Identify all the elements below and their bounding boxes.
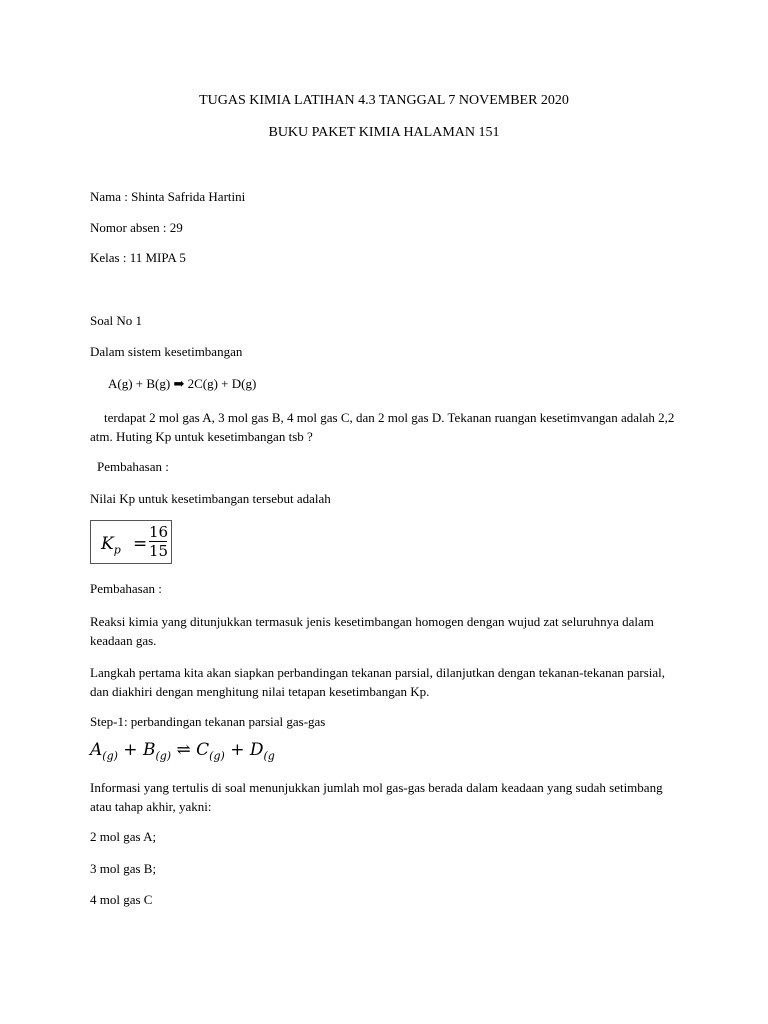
kp-fraction [149, 523, 167, 560]
solution-paragraph-2: Langkah pertama kita akan siapkan perbandingan tekanan parsial, dilanjutkan dengan tekanan-tekanan parsial, dan diakhiri dengan menghitung nilai tetapan kesetimbangan Kp. [90, 665, 666, 699]
list-item: 4 mol gas C [90, 892, 153, 907]
list-item: 3 mol gas B; [90, 861, 157, 876]
document-subtitle: BUKU PAKET KIMIA HALAMAN 151 [268, 125, 500, 140]
list-item: 2 mol gas A; [90, 829, 157, 844]
problem-reaction: A(g) + B(g) ➡ 2C(g) + D(g) [108, 376, 257, 391]
kp-denominator: 15 [149, 542, 169, 560]
problem-heading: Soal No 1 [90, 313, 142, 328]
kp-intro: Nilai Kp untuk kesetimbangan tersebut adalah [90, 491, 331, 506]
kp-formula-box [90, 520, 172, 564]
student-class: Kelas : 11 MIPA 5 [90, 250, 186, 265]
step1-heading: Step-1: perbandingan tekanan parsial gas-gas [90, 714, 326, 729]
kp-symbol: $K_p$ [101, 534, 121, 557]
problem-intro: Dalam sistem kesetimbangan [90, 344, 243, 359]
equilibrium-reaction: $A_{(g)} + B_{(g)}$ ⇌ $C_{(g)} + D_{(g}$ [90, 740, 275, 763]
kp-equals: = [133, 534, 148, 554]
document-title: TUGAS KIMIA LATIHAN 4.3 TANGGAL 7 NOVEMBER 2020 [199, 93, 569, 108]
solution-paragraph-1: Reaksi kimia yang ditunjukkan termasuk jenis kesetimbangan homogen dengan wujud zat seluruhnya dalam keadaan gas. [90, 614, 654, 648]
problem-statement: terdapat 2 mol gas A, 3 mol gas B, 4 mol gas C, dan 2 mol gas D. Tekanan ruangan kesetimvangan adalah 2,2 atm. Huting Kp untuk kesetimbangan tsb ? [90, 410, 675, 444]
pembahasan-label-2: Pembahasan : [90, 581, 162, 596]
solution-paragraph-3: Informasi yang tertulis di soal menunjukkan jumlah mol gas-gas berada dalam keadaan yang sudah setimbang atau tahap akhir, yakni: [90, 780, 663, 814]
pembahasan-label-1: Pembahasan : [97, 459, 169, 474]
student-absen: Nomor absen : 29 [90, 220, 183, 235]
student-name: Nama : Shinta Safrida Hartini [90, 189, 246, 204]
kp-numerator: 16 [149, 523, 169, 541]
